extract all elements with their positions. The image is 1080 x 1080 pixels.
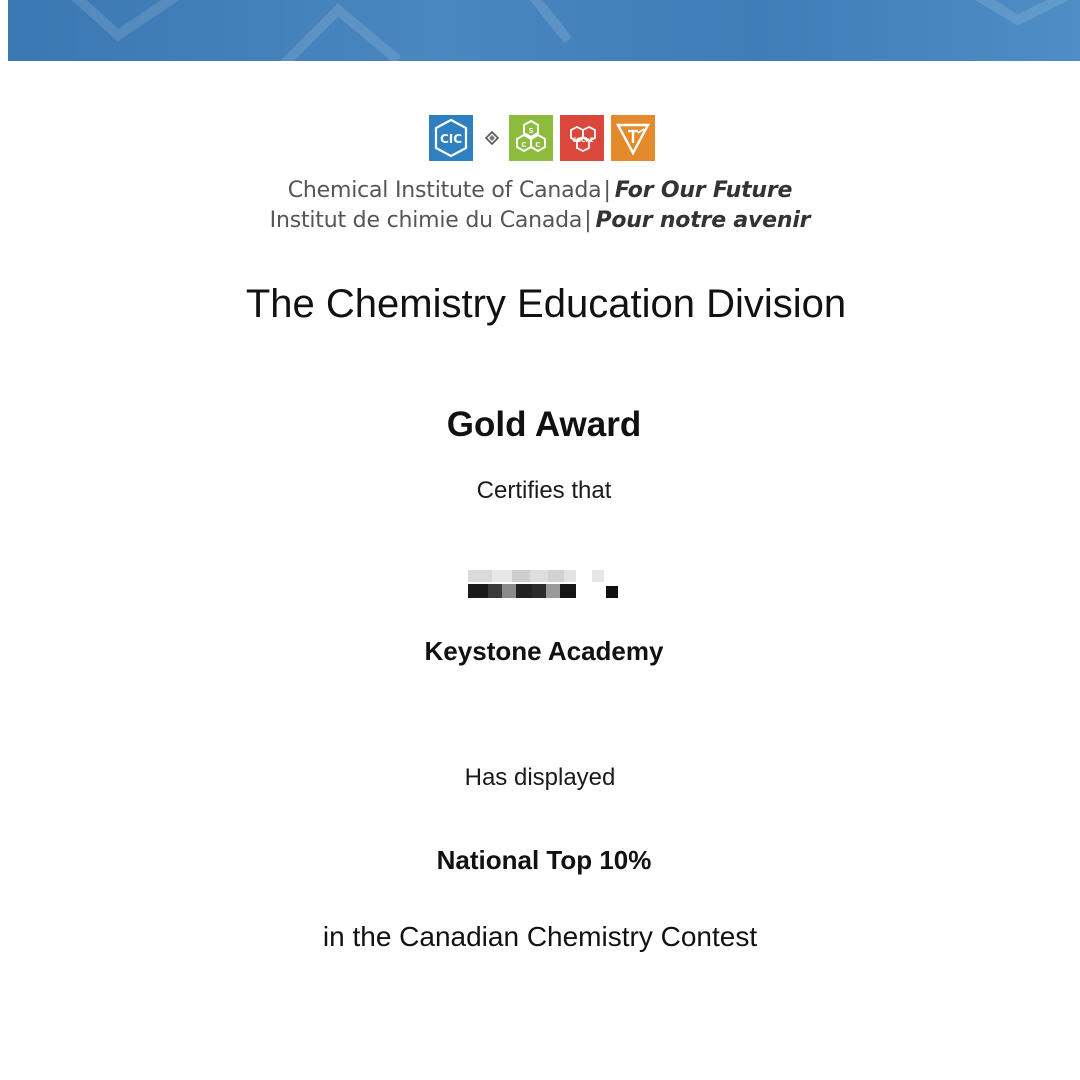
redacted-recipient-name — [468, 570, 624, 600]
certifies-text: Certifies that — [476, 477, 612, 504]
organization-separator-en: | — [603, 178, 611, 203]
school-name: Keystone Academy — [424, 636, 664, 666]
logo-row — [427, 113, 660, 163]
csct-logo-icon — [609, 114, 657, 162]
displayed-text: Has displayed — [464, 764, 616, 791]
division-title: The Chemistry Education Division — [245, 282, 847, 326]
csc-logo-icon — [507, 114, 555, 162]
rank-text: National Top 10% — [436, 845, 652, 875]
organization-separator-fr: | — [584, 208, 592, 233]
organization-name-en-text: Chemical Institute of Canada — [287, 178, 602, 203]
organization-name-fr-text: Institut de chimie du Canada — [269, 208, 583, 233]
award-title: Gold Award — [446, 405, 642, 444]
svg-text:C: C — [521, 141, 527, 149]
svg-text:C: C — [535, 141, 541, 149]
cic-logo-icon — [427, 114, 475, 162]
contest-text: in the Canadian Chemistry Contest — [322, 921, 758, 952]
svg-text:CSChE: CSChE — [572, 137, 594, 144]
organization-name-en — [0, 178, 1080, 203]
csche-logo-icon — [558, 114, 606, 162]
diamond-separator-icon — [480, 114, 504, 162]
organization-tagline-fr: Pour notre avenir — [595, 208, 811, 233]
header-band — [8, 0, 1080, 61]
header-hexagon-pattern-icon — [8, 0, 1080, 61]
svg-text:S: S — [528, 127, 534, 135]
organization-tagline-en: For Our Future — [614, 178, 793, 203]
organization-name-fr — [0, 208, 1080, 233]
svg-text:CIC: CIC — [439, 132, 463, 146]
